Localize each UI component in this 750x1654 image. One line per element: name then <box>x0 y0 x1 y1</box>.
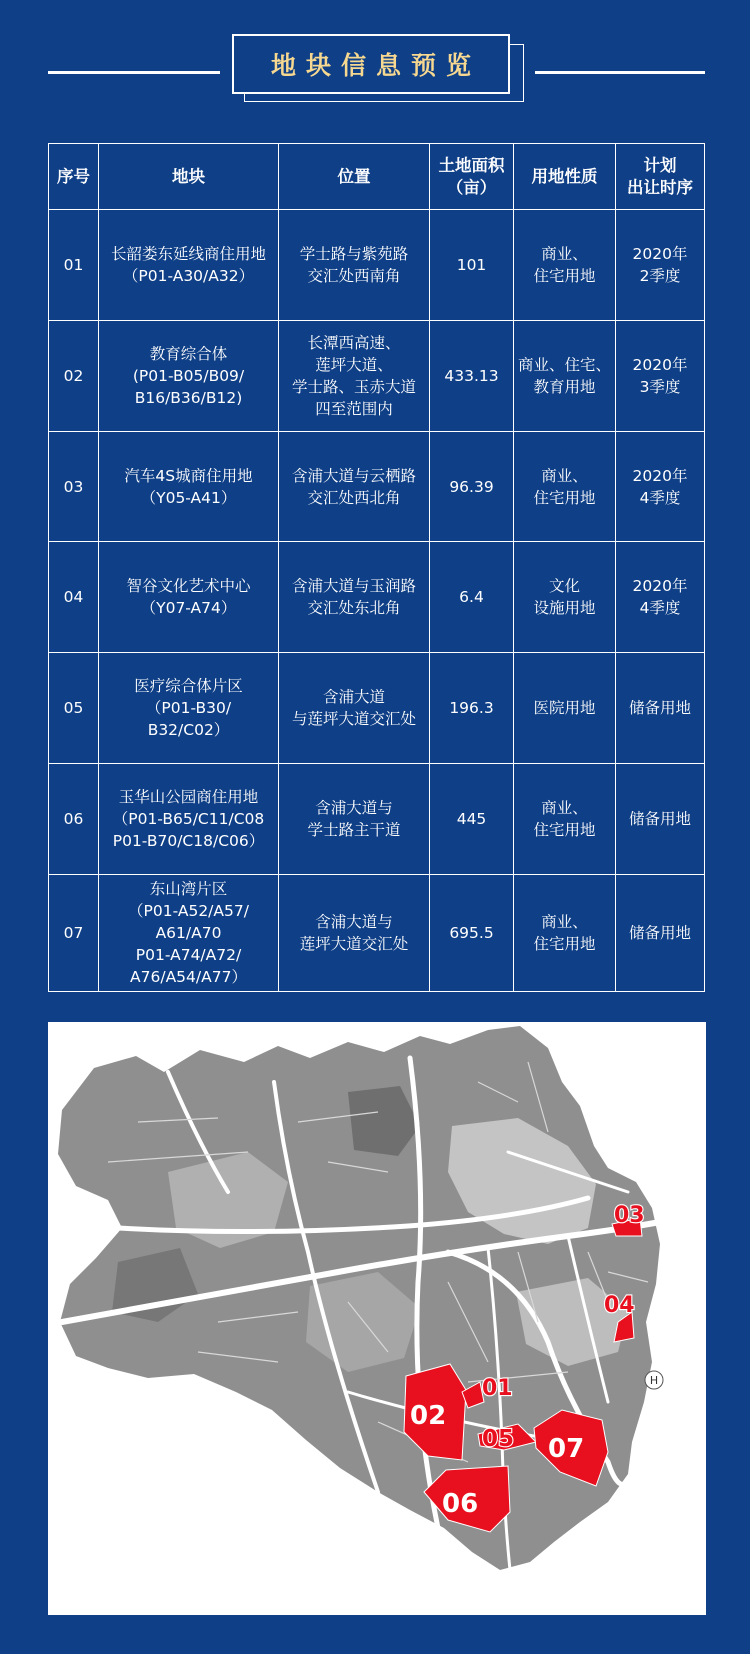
cell-usage-line: 住宅用地 <box>533 488 596 507</box>
cell-plot-line: 智谷文化艺术中心 <box>126 577 251 596</box>
cell-location-line: 莲坪大道交汇处 <box>299 934 409 953</box>
cell-usage <box>514 764 616 875</box>
cell-location <box>279 210 430 321</box>
cell-schedule <box>616 210 705 321</box>
cell-no: 01 <box>49 210 99 321</box>
cell-plot-line: 长韶娄东延线商住用地 <box>110 244 266 263</box>
cell-no: 02 <box>49 320 99 431</box>
cell-area: 196.3 <box>430 653 514 764</box>
cell-area: 433.13 <box>430 320 514 431</box>
cell-plot-line: （Y07-A74） <box>140 599 237 618</box>
district-map <box>48 1022 706 1615</box>
title-frame <box>232 34 510 94</box>
page-title: 地块信息预览 <box>270 51 481 80</box>
cell-plot-line: （P01-A30/A32） <box>122 266 255 285</box>
cell-plot-line: 医疗综合体片区 <box>134 677 243 696</box>
cell-location-line: 交汇处西北角 <box>307 488 401 507</box>
cell-plot-line: 汽车4S城商住用地 <box>124 466 253 485</box>
plot-label-02: 02 <box>410 1401 447 1431</box>
cell-location-line: 四至范围内 <box>315 399 393 418</box>
cell-location-line: 莲坪大道、 <box>315 355 393 374</box>
cell-plot-line: P01-B70/C18/C06） <box>112 832 265 851</box>
plot-label-07: 07 <box>548 1434 585 1464</box>
cell-plot-line: B16/B36/B12) <box>134 388 243 407</box>
cell-schedule-line: 2020年 <box>632 577 688 596</box>
cell-no: 04 <box>49 542 99 653</box>
cell-schedule-line: 4季度 <box>639 599 681 618</box>
cell-plot-line: (P01-B05/B09/ <box>132 366 245 385</box>
cell-schedule <box>616 431 705 542</box>
cell-location-line: 含浦大道 <box>322 688 385 707</box>
plot-label-01: 01 <box>482 1376 513 1401</box>
header-schedule-line: 出让时序 <box>627 177 693 197</box>
cell-usage-line: 住宅用地 <box>533 266 596 285</box>
title-divider-left <box>48 71 220 74</box>
cell-schedule-line: 2020年 <box>632 355 688 374</box>
cell-schedule <box>616 874 705 991</box>
cell-usage <box>514 653 616 764</box>
cell-usage-line: 商业、 <box>541 244 588 263</box>
cell-location-line: 学士路、玉赤大道 <box>291 377 416 396</box>
cell-usage <box>514 320 616 431</box>
cell-usage <box>514 431 616 542</box>
cell-plot-line: （P01-B65/C11/C08 <box>112 810 265 829</box>
cell-location-line: 含浦大道与云栖路 <box>291 466 416 485</box>
cell-location <box>279 653 430 764</box>
cell-location-line: 交汇处西南角 <box>307 266 401 285</box>
cell-usage-line: 设施用地 <box>533 599 596 618</box>
cell-plot <box>99 431 279 542</box>
cell-location-line: 含浦大道与 <box>315 799 393 818</box>
cell-area: 445 <box>430 764 514 875</box>
cell-plot-line: A76/A54/A77） <box>130 967 247 986</box>
title-divider-right <box>535 71 705 74</box>
cell-usage <box>514 874 616 991</box>
cell-schedule-line: 储备用地 <box>628 923 691 942</box>
cell-plot-line: （Y05-A41） <box>140 488 237 507</box>
cell-usage-line: 教育用地 <box>533 377 596 396</box>
plot-label-04: 04 <box>604 1293 635 1318</box>
cell-schedule-line: 2季度 <box>639 266 681 285</box>
cell-usage <box>514 210 616 321</box>
road-marker-label: H <box>649 1374 659 1387</box>
cell-location <box>279 320 430 431</box>
cell-plot-line: 东山湾片区 <box>149 879 228 898</box>
cell-usage-line: 商业、 <box>541 799 588 818</box>
cell-plot-line: （P01-A52/A57/ <box>128 901 249 920</box>
cell-plot <box>99 653 279 764</box>
cell-plot-line: 玉华山公园商住用地 <box>118 788 259 807</box>
cell-usage-line: 商业、 <box>541 912 588 931</box>
plot-label-06: 06 <box>442 1489 479 1519</box>
header-area <box>430 144 514 210</box>
cell-usage-line: 医院用地 <box>533 699 596 718</box>
cell-schedule <box>616 653 705 764</box>
table-row <box>49 764 705 875</box>
table-row <box>49 320 705 431</box>
cell-location <box>279 542 430 653</box>
cell-location <box>279 764 430 875</box>
cell-location <box>279 431 430 542</box>
cell-schedule-line: 3季度 <box>639 377 681 396</box>
cell-no: 05 <box>49 653 99 764</box>
cell-location-line: 长潭西高速、 <box>307 333 401 352</box>
cell-usage-line: 商业、住宅、 <box>517 355 611 374</box>
cell-usage-line: 文化 <box>548 577 580 596</box>
cell-no: 06 <box>49 764 99 875</box>
cell-location-line: 含浦大道与 <box>315 912 393 931</box>
cell-plot <box>99 210 279 321</box>
header-schedule <box>616 144 705 210</box>
cell-location-line: 学士路与紫苑路 <box>299 244 409 263</box>
cell-usage-line: 住宅用地 <box>533 821 596 840</box>
section-header <box>0 0 750 120</box>
cell-plot-line: A61/A70 <box>155 923 222 942</box>
header-location: 位置 <box>279 144 430 210</box>
table-body <box>49 210 705 992</box>
cell-schedule-line: 4季度 <box>639 488 681 507</box>
cell-area: 6.4 <box>430 542 514 653</box>
table-row <box>49 431 705 542</box>
header-schedule-line: 计划 <box>643 155 677 175</box>
header-usage: 用地性质 <box>514 144 616 210</box>
cell-usage-line: 商业、 <box>541 466 588 485</box>
plot-info-table <box>48 143 705 992</box>
header-area-line: 土地面积 <box>438 155 505 175</box>
cell-location-line: 学士路主干道 <box>307 821 401 840</box>
cell-area: 96.39 <box>430 431 514 542</box>
cell-plot <box>99 764 279 875</box>
cell-plot-line: 教育综合体 <box>149 344 228 363</box>
header-area-line: （亩） <box>446 177 497 197</box>
map-svg <box>48 1022 706 1615</box>
cell-schedule-line: 2020年 <box>632 244 688 263</box>
header-plot: 地块 <box>99 144 279 210</box>
cell-area: 101 <box>430 210 514 321</box>
cell-location-line: 与莲坪大道交汇处 <box>291 710 416 729</box>
cell-schedule-line: 储备用地 <box>628 810 691 829</box>
cell-plot <box>99 542 279 653</box>
cell-location-line: 含浦大道与玉润路 <box>291 577 416 596</box>
table-row <box>49 653 705 764</box>
cell-schedule <box>616 320 705 431</box>
plot-label-05: 05 <box>482 1426 515 1452</box>
cell-location-line: 交汇处东北角 <box>307 599 401 618</box>
cell-usage <box>514 542 616 653</box>
cell-location <box>279 874 430 991</box>
cell-plot <box>99 320 279 431</box>
plot-label-03: 03 <box>614 1203 645 1228</box>
header-no: 序号 <box>49 144 99 210</box>
cell-no: 03 <box>49 431 99 542</box>
cell-schedule <box>616 542 705 653</box>
cell-plot-line: B32/C02） <box>147 721 230 740</box>
table-row <box>49 874 705 991</box>
cell-plot <box>99 874 279 991</box>
cell-usage-line: 住宅用地 <box>533 934 596 953</box>
cell-area: 695.5 <box>430 874 514 991</box>
cell-no: 07 <box>49 874 99 991</box>
cell-plot-line: （P01-B30/ <box>145 699 232 718</box>
cell-schedule <box>616 764 705 875</box>
table-header-row <box>49 144 705 210</box>
cell-schedule-line: 2020年 <box>632 466 688 485</box>
cell-plot-line: P01-A74/A72/ <box>135 945 242 964</box>
table-row <box>49 210 705 321</box>
cell-schedule-line: 储备用地 <box>628 699 691 718</box>
table-row <box>49 542 705 653</box>
